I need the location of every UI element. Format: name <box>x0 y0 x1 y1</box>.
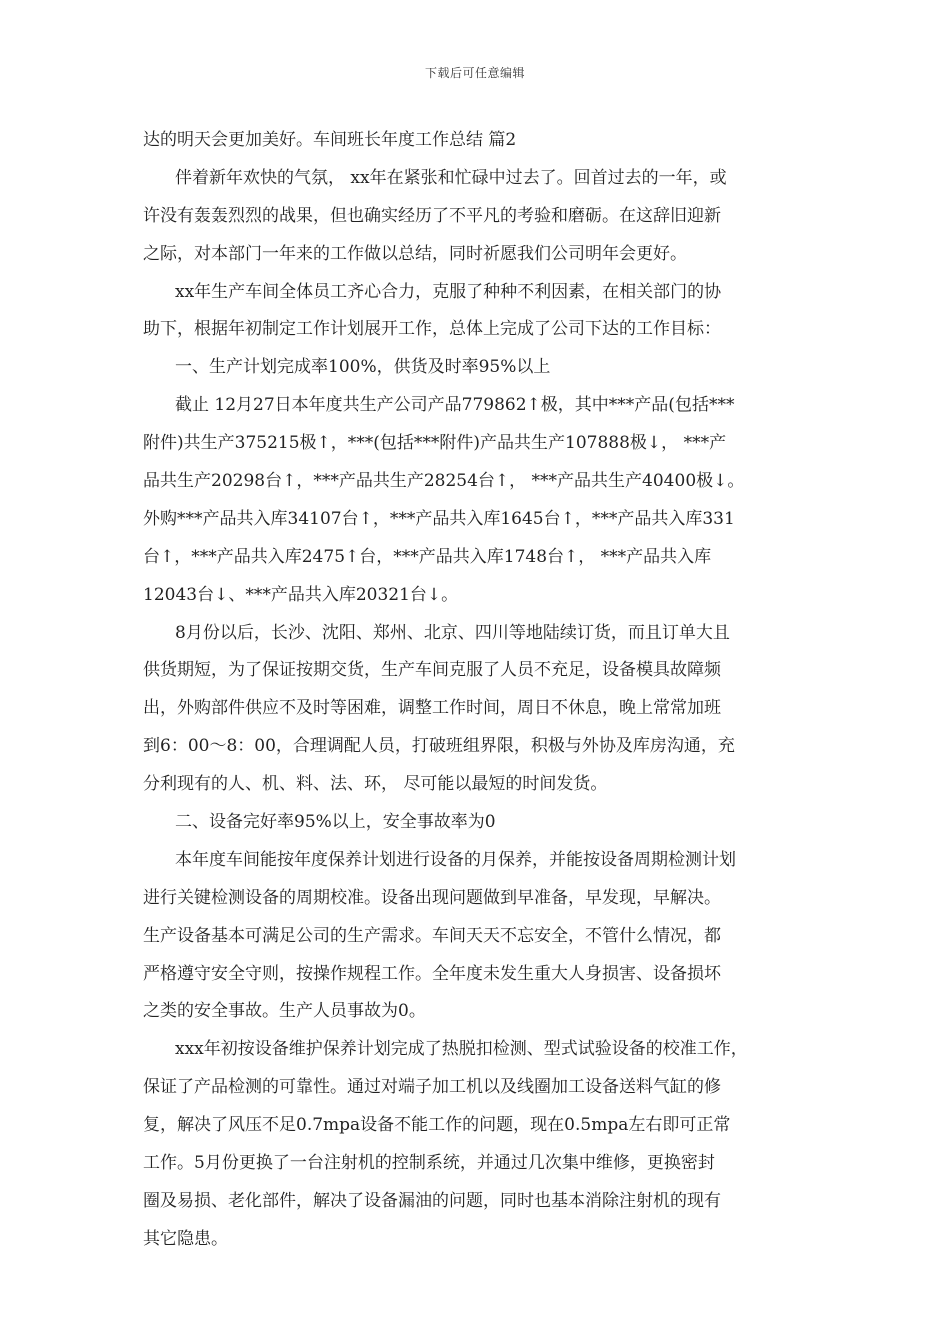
page-header-note: 下载后可任意编辑 <box>424 66 525 80</box>
text-line: 许没有轰轰烈烈的战果，但也确实经历了不平凡的考验和磨砺。在这辞旧迎新 <box>143 205 721 226</box>
paragraph-start-line: 截止 12月27日本年度共生产公司产品779862↑极，其中***产品(包括*** <box>175 395 735 416</box>
text-line: 其它隐患。 <box>143 1228 228 1249</box>
text-line: 保证了产品检测的可靠性。通过对端子加工机以及线圈加工设备送料气缸的修 <box>143 1077 721 1098</box>
text-line: 严格遵守安全守则，按操作规程工作。全年度未发生重大人身损害、设备损坏 <box>143 963 721 984</box>
paragraph-start-line: 8月份以后，长沙、沈阳、郑州、北京、四川等地陆续订货，而且订单大且 <box>175 622 730 643</box>
text-line: 进行关键检测设备的周期校准。设备出现问题做到早准备，早发现，早解决。 <box>143 887 721 908</box>
text-line: 出，外购部件供应不及时等困难，调整工作时间，周日不休息，晚上常常加班 <box>143 698 721 719</box>
text-line: 工作。5月份更换了一台注射机的控制系统，并通过几次集中维修，更换密封 <box>143 1153 715 1174</box>
text-line: 到6：00～8：00，合理调配人员，打破班组界限，积极与外协及库房沟通，充 <box>143 736 735 757</box>
text-line: 台↑，***产品共入库2475↑台，***产品共入库1748台↑， ***产品共入库 <box>143 546 712 567</box>
text-line: 生产设备基本可满足公司的生产需求。车间天天不忘安全，不管什么情况，都 <box>143 925 721 946</box>
text-line: 供货期短，为了保证按期交货，生产车间克服了人员不充足，设备模具故障频 <box>143 660 721 681</box>
text-line: 圈及易损、老化部件，解决了设备漏油的问题，同时也基本消除注射机的现有 <box>143 1190 721 1211</box>
text-line: 之际，对本部门一年来的工作做以总结，同时祈愿我们公司明年会更好。 <box>143 243 687 264</box>
text-line: 达的明天会更加美好。车间班长年度工作总结 篇2 <box>143 130 517 150</box>
text-line: 12043台↓、***产品共入库20321台↓。 <box>143 584 459 605</box>
text-line: 复，解决了风压不足0.7mpa设备不能工作的问题，现在0.5mpa左右即可正常 <box>143 1115 731 1136</box>
text-line: 助下，根据年初制定工作计划展开工作，总体上完成了公司下达的工作目标： <box>143 319 721 340</box>
text-line: 之类的安全事故。生产人员事故为0。 <box>143 1001 426 1022</box>
text-line: 附件)共生产375215极↑，***(包括***附件)产品共生产107888极↓， ***产 <box>143 433 727 454</box>
document-body <box>143 122 811 1259</box>
section-heading: 二、设备完好率95%以上，安全事故率为0 <box>175 812 496 833</box>
text-line: 外购***产品共入库34107台↑，***产品共入库1645台↑，***产品共入库331 <box>143 508 735 529</box>
text-line: 品共生产20298台↑，***产品共生产28254台↑， ***产品共生产40400极↓。 <box>143 471 745 492</box>
text-line: 分利现有的人、机、料、法、环， 尽可能以最短的时间发货。 <box>143 774 608 795</box>
paragraph-start-line: xxx年初按设备维护保养计划完成了热脱扣检测、型式试验设备的校准工作， <box>175 1039 748 1060</box>
paragraph-start-line: xx年生产车间全体员工齐心合力，克服了种种不利因素，在相关部门的协 <box>175 281 722 302</box>
paragraph-start-line: 伴着新年欢快的气氛， xx年在紧张和忙碌中过去了。回首过去的一年，或 <box>175 167 727 188</box>
section-heading: 一、生产计划完成率100%，供货及时率95%以上 <box>175 357 551 378</box>
paragraph-start-line: 本年度车间能按年度保养计划进行设备的月保养，并能按设备周期检测计划 <box>175 849 736 870</box>
